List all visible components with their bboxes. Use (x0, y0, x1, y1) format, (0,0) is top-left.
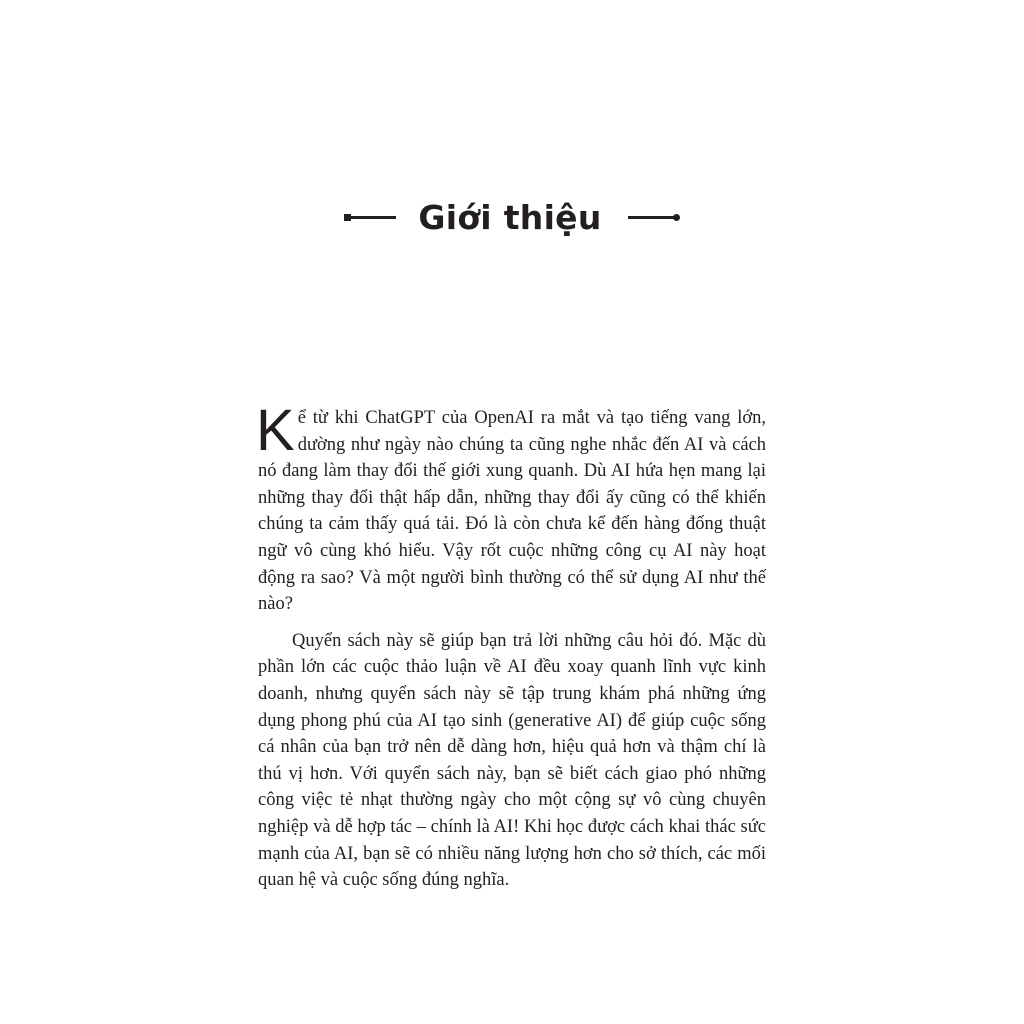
left-ornament-rule (348, 216, 396, 219)
paragraph-1 (256, 398, 766, 618)
drop-cap: K (256, 398, 295, 463)
chapter-title: Giới thiệu (418, 197, 602, 237)
paragraph-1-text: ể từ khi ChatGPT của OpenAI ra mắt và tạo tiếng vang lớn, dường như ngày nào chúng ta cũng nghe nhắc đến AI và cách nó đang làm thay đổi thế giới xung quanh. Dù AI hứa hẹn mang lại những thay đổi thật hấp dẫn, những thay đổi ấy cũng có thể khiến chúng ta cảm thấy quá tải. Đó là còn chưa kể đến hàng đống thuật ngữ vô cùng khó hiểu. Vậy rốt cuộc những công cụ AI này hoạt động ra sao? Và một người bình thường có thể sử dụng AI như thế nào? (258, 408, 766, 615)
paragraph-2: Quyển sách này sẽ giúp bạn trả lời những câu hỏi đó. Mặc dù phần lớn các cuộc thảo luận về AI đều xoay quanh lĩnh vực kinh doanh, nhưng quyển sách này sẽ tập trung khám phá những ứng dụng phong phú của AI tạo sinh (generative AI) để giúp cuộc sống cá nhân của bạn trở nên dễ dàng hơn, hiệu quả hơn và thậm chí là thú vị hơn. Với quyển sách này, bạn sẽ biết cách giao phó những công việc tẻ nhạt thường ngày cho một cộng sự vô cùng chuyên nghiệp và dễ hợp tác – chính là AI! Khi học được cách khai thác sức mạnh của AI, bạn sẽ có nhiều năng lượng hơn cho sở thích, các mối quan hệ và cuộc sống đúng nghĩa. (258, 630, 766, 891)
chapter-body (256, 398, 766, 894)
chapter-heading (0, 192, 1024, 242)
right-ornament-rule (628, 216, 676, 219)
